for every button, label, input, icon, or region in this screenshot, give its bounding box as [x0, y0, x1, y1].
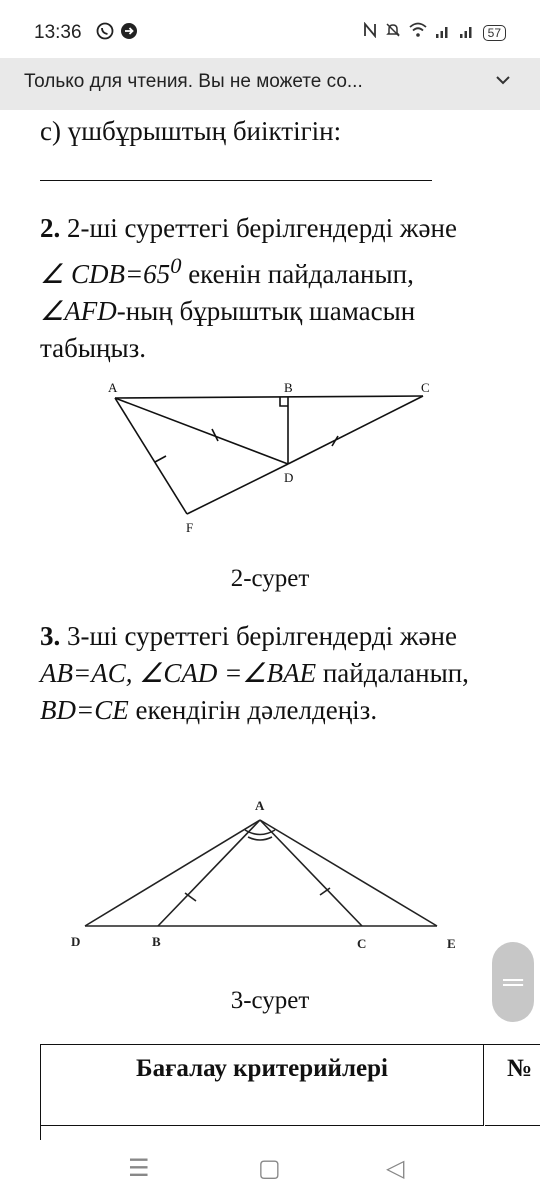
figure-2-caption: 2-сурет	[230, 565, 310, 592]
home-icon[interactable]: ▢	[258, 1154, 281, 1182]
question-3-equality-1: AB=AC, ∠CAD =∠BAE	[40, 658, 317, 688]
status-bar	[0, 0, 540, 58]
question-2-text-a: 2-ші суреттегі берілгендерді және	[67, 213, 457, 243]
label-d: D	[284, 470, 294, 485]
question-3-text-c: екендігін дәлелдеңіз.	[135, 695, 378, 725]
degree-sup: 0	[170, 253, 182, 278]
segment-ac	[115, 396, 423, 398]
question-2-text-b: екенін пайдаланып,	[188, 259, 414, 289]
question-2-number: 2.	[40, 213, 61, 243]
label-f: F	[186, 520, 194, 535]
question-2-angle-cdb: ∠ CDB=65	[40, 259, 171, 289]
chevron-down-icon[interactable]	[494, 71, 512, 94]
mute-icon	[385, 22, 401, 43]
status-right-icons	[363, 22, 506, 43]
figure-3-caption: 3-сурет	[230, 987, 310, 1014]
label-c: C	[357, 936, 367, 951]
menu-icon[interactable]: ☰	[128, 1154, 150, 1182]
back-icon[interactable]: ◁	[386, 1154, 405, 1182]
question-2	[40, 210, 460, 367]
question-3-text-a: 3-ші суреттегі берілгендерді және	[67, 621, 457, 651]
figure-3	[65, 792, 465, 952]
question-3-equality-2: BD=CE	[40, 695, 129, 725]
label-c: C	[421, 380, 430, 395]
label-b: B	[284, 380, 293, 395]
question-c-line: с) үшбұрыштың биіктігін:	[40, 116, 342, 146]
figure-2	[100, 376, 440, 546]
label-b: B	[152, 934, 161, 949]
read-only-banner[interactable]	[0, 58, 540, 110]
menu-lines-icon: ═	[503, 966, 523, 997]
segment-fd	[187, 464, 288, 514]
table-header-number-label: №	[507, 1055, 533, 1082]
table-header-number	[485, 1045, 540, 1126]
question-3	[40, 618, 480, 729]
signal-icon	[459, 23, 475, 43]
right-angle-mark	[280, 397, 288, 406]
document-view[interactable]	[0, 110, 540, 1140]
segment-ac	[260, 820, 362, 926]
label-e: E	[447, 936, 456, 951]
nfc-icon	[363, 22, 377, 43]
criteria-table	[40, 1044, 540, 1140]
banner-text: Только для чтения. Вы не можете со...	[24, 71, 363, 92]
floating-menu-button[interactable]	[492, 942, 534, 1022]
status-time: 13:36	[34, 22, 82, 43]
segment-dc	[288, 396, 423, 464]
tick-mark	[155, 456, 166, 462]
question-3-text-b: пайдаланып,	[322, 658, 469, 688]
answer-line	[40, 180, 432, 181]
navigation-icon	[120, 22, 138, 45]
question-2-angle-afd: ∠AFD	[40, 296, 117, 326]
table-header-criteria-label: Бағалау критерийлері	[136, 1055, 388, 1082]
question-3-number: 3.	[40, 621, 61, 651]
segment-ad	[115, 398, 288, 464]
angle-arc	[248, 837, 272, 840]
question-2-text-c: -ның бұрыштық шамасын табыңыз.	[40, 296, 416, 363]
segment-af	[115, 398, 187, 514]
label-a: A	[255, 798, 265, 813]
signal-icon	[435, 23, 451, 43]
battery-indicator: 57	[483, 25, 506, 41]
label-a: A	[108, 380, 118, 395]
label-d: D	[71, 934, 81, 949]
segment-ae	[260, 820, 437, 926]
table-header-criteria	[41, 1045, 484, 1126]
system-nav-bar	[0, 1140, 540, 1200]
wifi-icon	[409, 22, 427, 43]
whatsapp-icon	[96, 22, 114, 45]
status-left-icons	[96, 22, 138, 45]
